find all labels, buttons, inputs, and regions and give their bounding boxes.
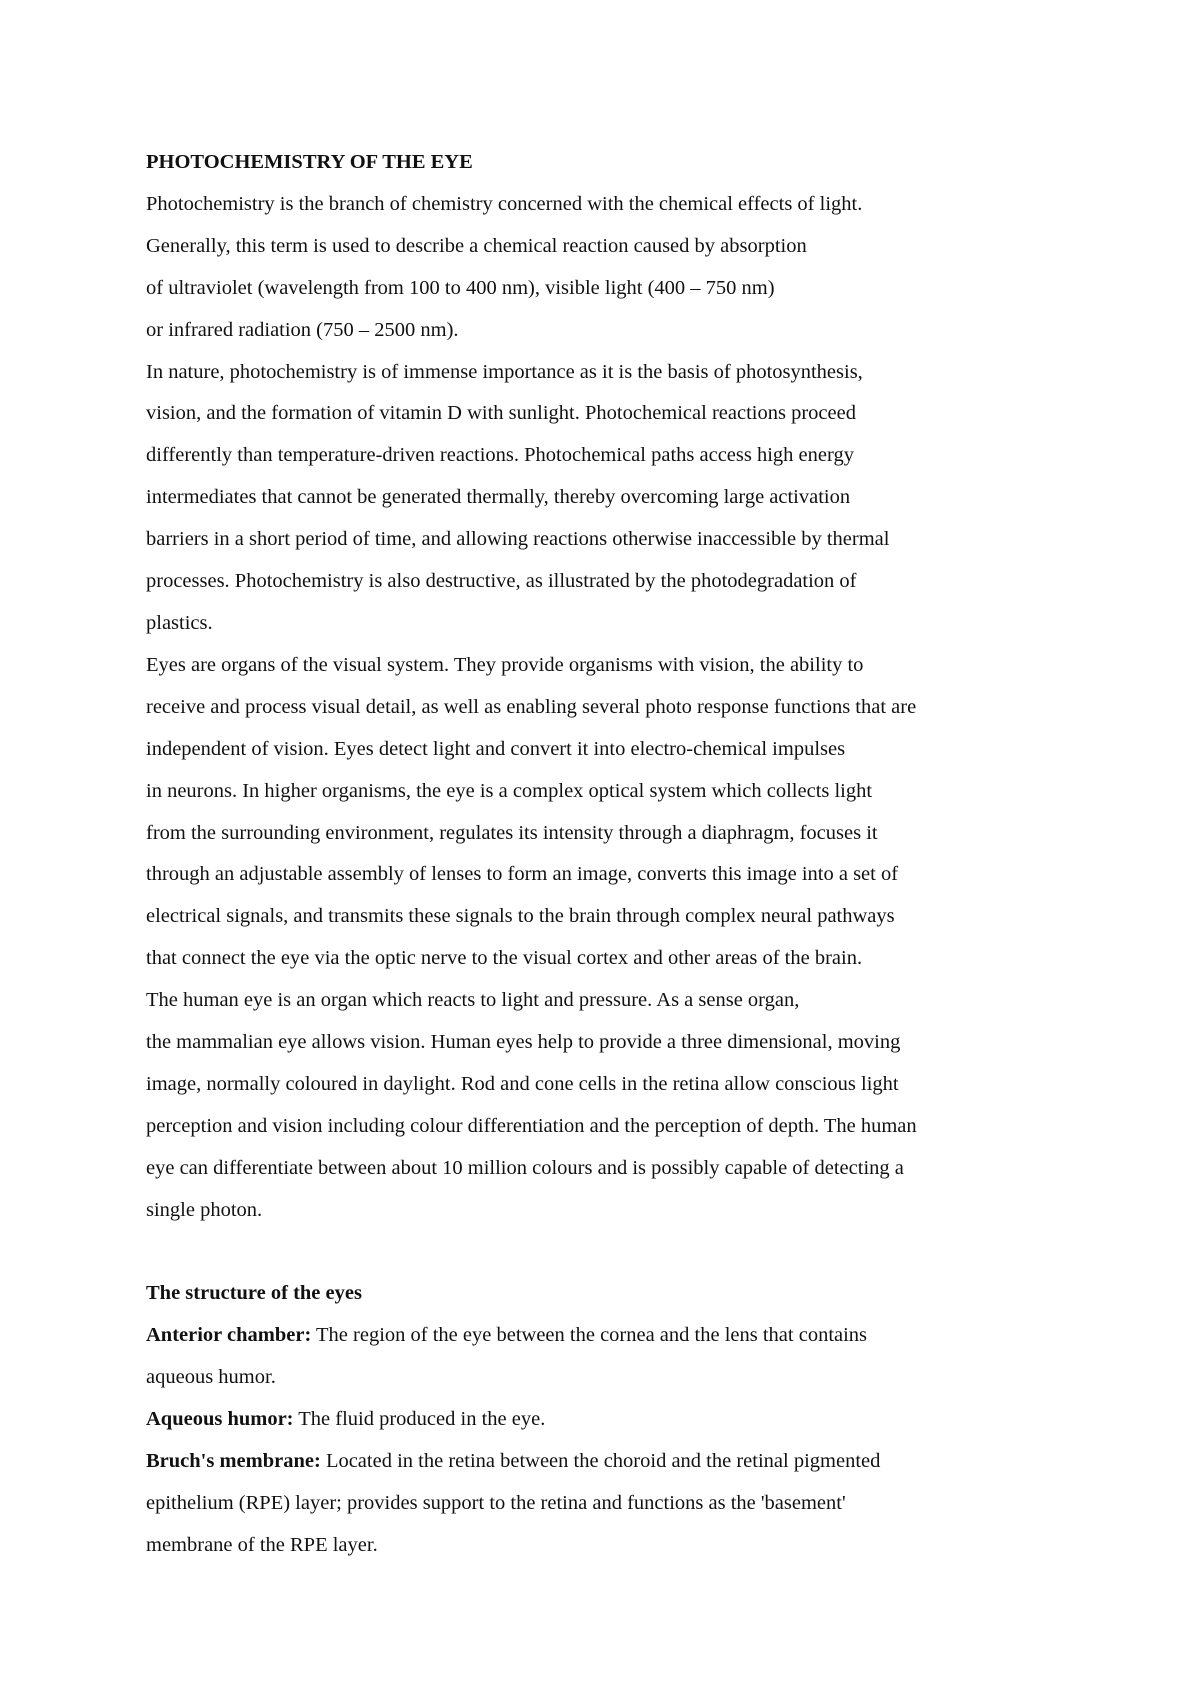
body-line: The human eye is an organ which reacts to light and pressure. As a sense organ, xyxy=(146,989,800,1012)
body-line: electrical signals, and transmits these signals to the brain through complex neural pathways xyxy=(146,905,895,928)
body-line: perception and vision including colour differentiation and the perception of depth. The human xyxy=(146,1114,917,1137)
body-line: single photon. xyxy=(146,1198,263,1221)
body-line: of ultraviolet (wavelength from 100 to 400 nm), visible light (400 – 750 nm) xyxy=(146,276,775,299)
body-line: In nature, photochemistry is of immense importance as it is the basis of photosynthesis, xyxy=(146,360,863,383)
body-line: eye can differentiate between about 10 million colours and is possibly capable of detecting a xyxy=(146,1156,904,1179)
definition-line: aqueous humor. xyxy=(146,1366,276,1389)
definition-line xyxy=(146,1441,1120,1483)
definition-line: membrane of the RPE layer. xyxy=(146,1533,378,1556)
definition-anterior-chamber xyxy=(146,1315,1120,1399)
definition-line: epithelium (RPE) layer; provides support to the retina and functions as the 'basement' xyxy=(146,1491,846,1514)
section-heading: The structure of the eyes xyxy=(146,1282,362,1305)
body-line: image, normally coloured in daylight. Rod and cone cells in the retina allow conscious light xyxy=(146,1072,899,1095)
body-line: that connect the eye via the optic nerve to the visual cortex and other areas of the brain. xyxy=(146,947,863,970)
body-line: in neurons. In higher organisms, the eye is a complex optical system which collects light xyxy=(146,779,873,802)
body-line: independent of vision. Eyes detect light and convert it into electro-chemical impulses xyxy=(146,737,846,760)
body-line: receive and process visual detail, as well as enabling several photo response functions that are xyxy=(146,695,917,718)
body-line: vision, and the formation of vitamin D with sunlight. Photochemical reactions proceed xyxy=(146,402,856,425)
body-line: the mammalian eye allows vision. Human eyes help to provide a three dimensional, moving xyxy=(146,1031,901,1054)
definition-text: The fluid produced in the eye. xyxy=(293,1408,546,1431)
definition-aqueous-humor xyxy=(146,1399,1120,1441)
body-line: or infrared radiation (750 – 2500 nm). xyxy=(146,318,459,341)
body-line: differently than temperature-driven reactions. Photochemical paths access high energy xyxy=(146,444,854,467)
body-line: Photochemistry is the branch of chemistry concerned with the chemical effects of light. xyxy=(146,192,863,215)
body-line: Generally, this term is used to describe a chemical reaction caused by absorption xyxy=(146,234,807,257)
definition-term: Anterior chamber: xyxy=(146,1324,312,1347)
paragraph-gap xyxy=(146,1232,1120,1274)
body-line: from the surrounding environment, regulates its intensity through a diaphragm, focuses it xyxy=(146,821,878,844)
body-line: plastics. xyxy=(146,611,213,634)
definition-term: Aqueous humor: xyxy=(146,1408,294,1431)
definition-text: The region of the eye between the cornea and the lens that contains xyxy=(311,1324,868,1347)
definition-bruchs-membrane xyxy=(146,1441,1120,1567)
body-line: barriers in a short period of time, and allowing reactions otherwise inaccessible by thermal xyxy=(146,528,890,551)
definition-line xyxy=(146,1399,1120,1441)
intro-body xyxy=(146,184,1120,1232)
body-line: through an adjustable assembly of lenses to form an image, converts this image into a set of xyxy=(146,863,899,886)
definition-line xyxy=(146,1315,1120,1357)
body-line: processes. Photochemistry is also destructive, as illustrated by the photodegradation of xyxy=(146,570,857,593)
body-line: Eyes are organs of the visual system. They provide organisms with vision, the ability to xyxy=(146,653,864,676)
document-title: PHOTOCHEMISTRY OF THE EYE xyxy=(146,151,473,173)
definition-term: Bruch's membrane: xyxy=(146,1450,321,1473)
body-line: intermediates that cannot be generated thermally, thereby overcoming large activation xyxy=(146,486,851,509)
definition-text: Located in the retina between the choroid and the retinal pigmented xyxy=(320,1450,881,1473)
